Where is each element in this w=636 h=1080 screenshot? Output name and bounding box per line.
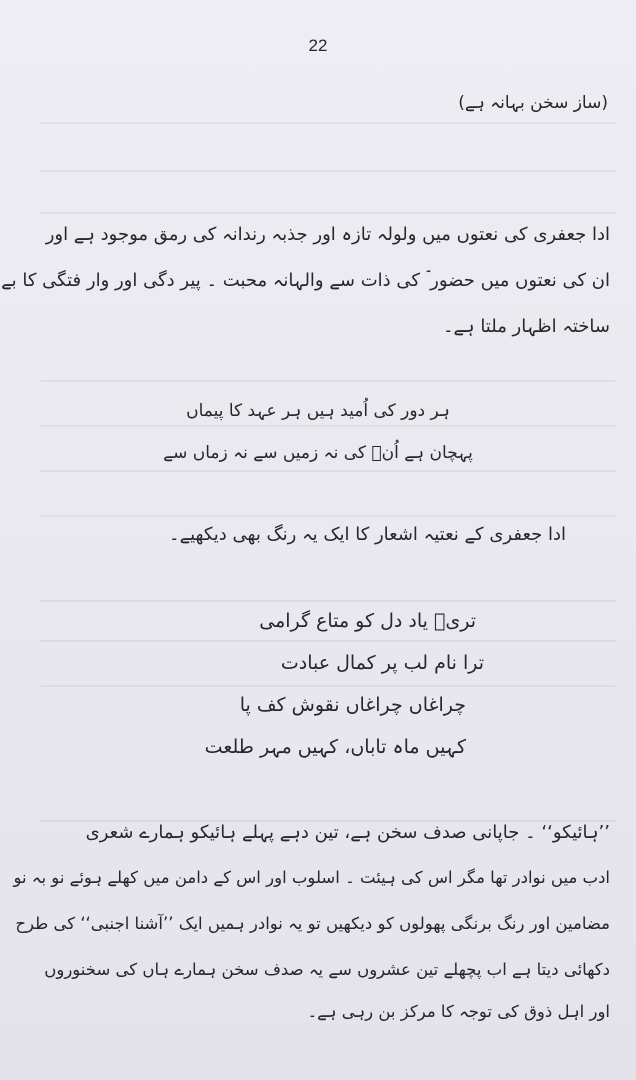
section-heading: (ساز سخن بہانہ ہے) — [458, 93, 608, 113]
bleed-through-line — [40, 640, 616, 642]
bleed-through-line — [40, 425, 616, 427]
paragraph-line: ان کی نعتوں میں حضور ؐ کی ذات سے والہانہ محبت ۔ پیر دگی اور وار فتگی کا بے — [1, 270, 610, 291]
paragraph-line: ادب میں نوادر تھا مگر اس کی ہیئت ۔ اسلوب اور اس کے دامن میں کھلے ہوئے نو بہ نو — [13, 868, 610, 887]
bleed-through-line — [40, 380, 616, 382]
paragraph-line: ادا جعفری کی نعتوں میں ولولہ تازہ اور جذبہ رندانہ کی رمق موجود ہے اور — [45, 224, 610, 245]
bleed-through-line — [40, 600, 616, 602]
paragraph-line: ادا جعفری کے نعتیہ اشعار کا ایک یہ رنگ بھی دیکھیے۔ — [169, 524, 566, 545]
bleed-through-line — [40, 470, 616, 472]
bleed-through-line — [40, 212, 616, 214]
verse-line: پہچان ہے اُنؐ کی نہ زمیں سے نہ زماں سے — [163, 443, 473, 463]
poem-line: چراغاں چراغاں نقوش کف پا — [239, 694, 466, 716]
paragraph-line: مضامین اور رنگ برنگی پھولوں کو دیکھیں تو یہ نوادر ہمیں ایک ’’آشنا اجنبی‘‘ کی طرح — [15, 914, 610, 933]
paragraph-line: ’’ہائیکو‘‘ ۔ جاپانی صدف سخن ہے، تین دہے پہلے ہائیکو ہمارے شعری — [85, 822, 610, 843]
bleed-through-line — [40, 170, 616, 172]
paragraph-line: اور اہل ذوق کی توجہ کا مرکز بن رہی ہے۔ — [307, 1002, 610, 1021]
paragraph-line: ساختہ اظہار ملتا ہے۔ — [442, 316, 610, 337]
poem-line: تریؐ یاد دل کو متاع گرامی — [259, 610, 476, 632]
page-number: 22 — [308, 36, 328, 55]
paragraph-line: دکھائی دیتا ہے اب پچھلے تین عشروں سے یہ صدف سخن ہمارے ہاں کی سخنوروں — [44, 960, 610, 979]
bleed-through-line — [40, 685, 616, 687]
verse-line: ہر دور کی اُمید ہیں ہر عہد کا پیماں — [186, 401, 450, 421]
bleed-through-line — [40, 515, 616, 517]
bleed-through-line — [40, 122, 616, 124]
poem-line: ترا نام لب پر کمال عبادت — [280, 652, 484, 674]
poem-line: کہیں ماہ تاباں، کہیں مہر طلعت — [204, 736, 466, 758]
